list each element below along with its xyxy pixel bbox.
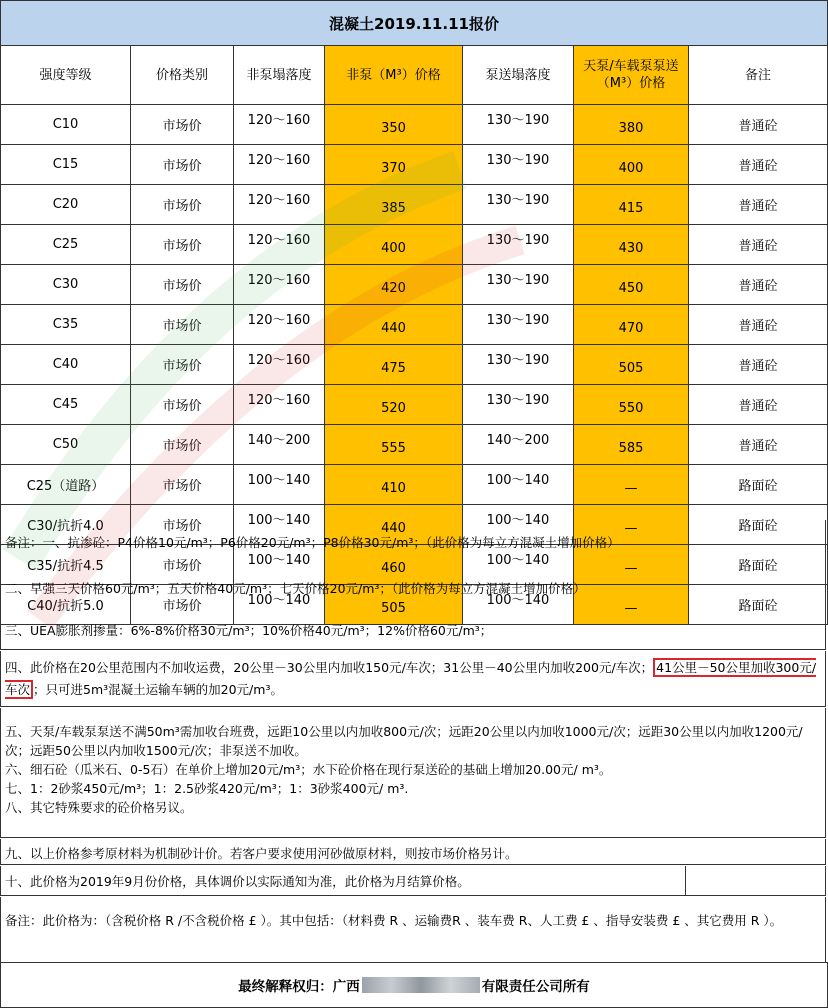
cell-slump-pump: 100～140 (463, 505, 574, 545)
cell-grade: C10 (1, 105, 131, 145)
cell-price-pump: 470 (574, 305, 689, 345)
cell-slump-nonpump: 120～160 (234, 225, 325, 265)
note-9: 九、以上价格参考原材料为机制砂计价。若客户要求使用河砂做原材料，则按市场价格另计。 (0, 839, 826, 865)
cell-slump-pump: 140～200 (463, 425, 574, 465)
note-3: 三、UEA膨胀剂掺量：6%-8%价格30元/m³；10%价格40元/m³；12%价格60元/m³； (0, 608, 826, 650)
note-4-highlight: 41公里－50公里加收300元/车次 (5, 660, 817, 697)
cell-price-pump: 380 (574, 105, 689, 145)
cell-grade: C20 (1, 185, 131, 225)
cell-grade: C30/抗折4.0 (1, 505, 131, 545)
cell-slump-pump: 100～140 (463, 585, 574, 625)
cell-price-pump: 415 (574, 185, 689, 225)
note-10: 十、此价格为2019年9月份价格，具体调价以实际通知为准，此价格为月结算价格。 (0, 866, 686, 896)
cell-price-type: 市场价 (131, 105, 234, 145)
watermark-logo (20, 170, 520, 620)
cell-price-nonpump: 555 (325, 425, 463, 465)
cell-slump-pump: 130～190 (463, 385, 574, 425)
cell-price-nonpump: 385 (325, 185, 463, 225)
cell-price-pump: 585 (574, 425, 689, 465)
cell-note: 普通砼 (689, 305, 828, 345)
cell-note: 路面砼 (689, 505, 828, 545)
cell-slump-pump: 130～190 (463, 265, 574, 305)
header-slump-pump: 泵送塌落度 (463, 46, 574, 105)
cell-grade: C35/抗折4.5 (1, 545, 131, 585)
cell-price-pump: — (574, 505, 689, 545)
cell-grade: C50 (1, 425, 131, 465)
cell-price-pump: — (574, 545, 689, 585)
cell-slump-pump: 130～190 (463, 345, 574, 385)
cell-price-type: 市场价 (131, 425, 234, 465)
cell-slump-pump: 130～190 (463, 105, 574, 145)
note-11: 备注：此价格为：（含税价格 R /不含税价格 £ ）。其中包括：（材料费 R 、运输费R 、装车费 R、人工费 £ 、指导安装费 £ 、其它费用 R ）。 (0, 897, 826, 962)
cell-price-nonpump: 370 (325, 145, 463, 185)
cell-slump-nonpump: 120～160 (234, 305, 325, 345)
cell-slump-nonpump: 120～160 (234, 185, 325, 225)
cell-price-nonpump: 350 (325, 105, 463, 145)
cell-price-nonpump: 460 (325, 545, 463, 585)
header-price-pump: 天泵/车载泵泵送（M³）价格 (574, 46, 689, 105)
cell-grade: C25（道路） (1, 465, 131, 505)
cell-note: 普通砼 (689, 265, 828, 305)
cell-note: 普通砼 (689, 385, 828, 425)
cell-price-nonpump: 475 (325, 345, 463, 385)
header-grade: 强度等级 (1, 46, 131, 105)
cell-note: 普通砼 (689, 185, 828, 225)
header-slump-nonpump: 非泵塌落度 (234, 46, 325, 105)
cell-price-nonpump: 440 (325, 305, 463, 345)
cell-price-type: 市场价 (131, 505, 234, 545)
cell-slump-nonpump: 100～140 (234, 545, 325, 585)
cell-note: 普通砼 (689, 145, 828, 185)
cell-slump-nonpump: 120～160 (234, 345, 325, 385)
footer-prefix: 最终解释权归：广西 (238, 979, 360, 995)
cell-price-pump: 430 (574, 225, 689, 265)
cell-grade: C25 (1, 225, 131, 265)
cell-price-nonpump: 440 (325, 505, 463, 545)
cell-grade: C15 (1, 145, 131, 185)
cell-slump-pump: 130～190 (463, 305, 574, 345)
cell-price-type: 市场价 (131, 345, 234, 385)
cell-price-nonpump: 420 (325, 265, 463, 305)
cell-note: 普通砼 (689, 345, 828, 385)
cell-slump-pump: 130～190 (463, 145, 574, 185)
cell-slump-nonpump: 120～160 (234, 385, 325, 425)
cell-price-nonpump: 505 (325, 585, 463, 625)
cell-price-type: 市场价 (131, 385, 234, 425)
cell-grade: C40/抗折5.0 (1, 585, 131, 625)
cell-slump-pump: 130～190 (463, 225, 574, 265)
cell-price-pump: 400 (574, 145, 689, 185)
note-1: 备注：一、抗渗砼：P4价格10元/m³；P6价格20元/m³；P8价格30元/m³；（此价格为每立方混凝土增加价格） (0, 520, 826, 566)
cell-grade: C45 (1, 385, 131, 425)
cell-price-nonpump: 400 (325, 225, 463, 265)
cell-slump-nonpump: 100～140 (234, 585, 325, 625)
cell-price-pump: 505 (574, 345, 689, 385)
cell-price-nonpump: 520 (325, 385, 463, 425)
cell-grade: C30 (1, 265, 131, 305)
cell-note: 普通砼 (689, 225, 828, 265)
cell-price-type: 市场价 (131, 305, 234, 345)
sheet-title: 混凝土2019.11.11报价 (0, 0, 828, 46)
note-6: 六、细石砼（瓜米石、0-5石）在单价上增加20元/m³；水下砼价格在现行泵送砼的基础上增加20.00元/ m³。 (5, 762, 612, 777)
cell-price-pump: 450 (574, 265, 689, 305)
cell-note: 路面砼 (689, 465, 828, 505)
note-5: 五、天泵/车载泵泵送不满50m³需加收台班费，远距10公里以内加收800元/次；远距20公里以内加收1000元/次；远距30公里以内加收1200元/次；远距50公里以内加收1500元/次；非泵送不加收。 (5, 724, 803, 758)
note-7: 七、1：2砂浆450元/m³；1：2.5砂浆420元/m³；1：3砂浆400元/ m³. (5, 781, 409, 796)
cell-note: 普通砼 (689, 425, 828, 465)
cell-slump-nonpump: 120～160 (234, 105, 325, 145)
cell-price-type: 市场价 (131, 265, 234, 305)
cell-note: 路面砼 (689, 545, 828, 585)
cell-price-type: 市场价 (131, 545, 234, 585)
cell-price-type: 市场价 (131, 225, 234, 265)
cell-price-type: 市场价 (131, 145, 234, 185)
cell-price-pump: 550 (574, 385, 689, 425)
note-4-tail: ；只可进5m³混凝土运输车辆的加20元/m³。 (33, 682, 283, 697)
cell-price-type: 市场价 (131, 185, 234, 225)
cell-slump-pump: 100～140 (463, 545, 574, 585)
note-4-main: 四、此价格在20公里范围内不加收运费，20公里－30公里内加收150元/车次；31公里－40公里内加收200元/车次； (5, 660, 654, 675)
cell-price-pump: — (574, 465, 689, 505)
cell-price-pump: — (574, 585, 689, 625)
cell-grade: C35 (1, 305, 131, 345)
header-note: 备注 (689, 46, 828, 105)
cell-note: 路面砼 (689, 585, 828, 625)
cell-price-nonpump: 410 (325, 465, 463, 505)
footer-suffix: 有限责任公司所有 (481, 979, 590, 995)
note-8: 八、其它特殊要求的砼价格另议。 (5, 800, 193, 815)
header-price-type: 价格类别 (131, 46, 234, 105)
cell-slump-nonpump: 120～160 (234, 265, 325, 305)
cell-price-type: 市场价 (131, 585, 234, 625)
note-2: 二、早强三天价格60元/m³；五天价格40元/m³；七天价格20元/m³；（此价格为每立方混凝土增加价格） (0, 566, 826, 608)
cell-slump-nonpump: 120～160 (234, 145, 325, 185)
cell-grade: C40 (1, 345, 131, 385)
cell-slump-pump: 100～140 (463, 465, 574, 505)
cell-slump-nonpump: 100～140 (234, 505, 325, 545)
cell-slump-nonpump: 140～200 (234, 425, 325, 465)
cell-price-type: 市场价 (131, 465, 234, 505)
cell-slump-nonpump: 100～140 (234, 465, 325, 505)
header-price-nonpump: 非泵（M³）价格 (325, 46, 463, 105)
cell-slump-pump: 130～190 (463, 185, 574, 225)
cell-note: 普通砼 (689, 105, 828, 145)
